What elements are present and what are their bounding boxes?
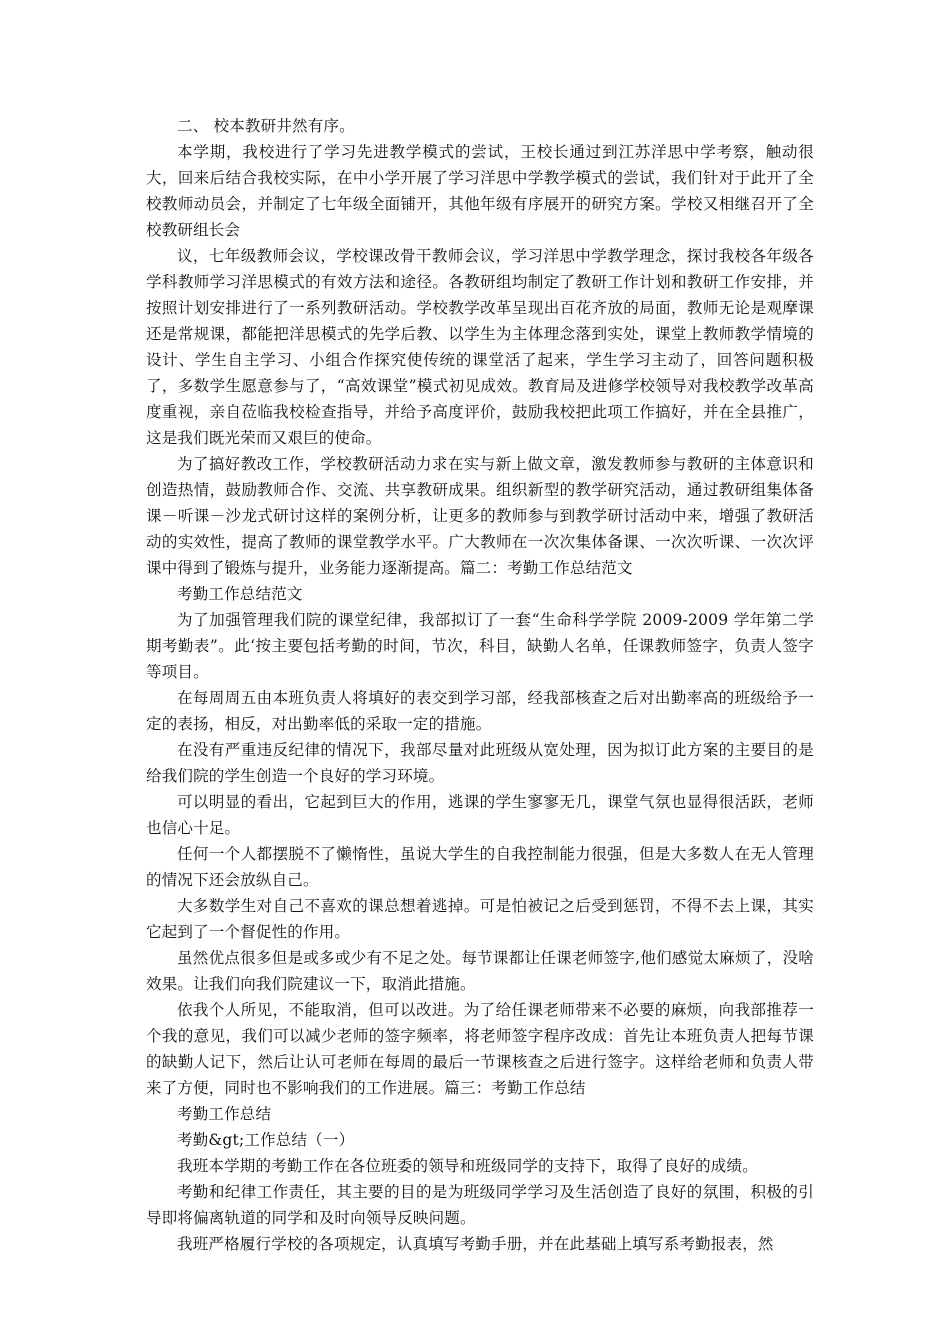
document-body — [146, 113, 814, 1257]
paragraph: 任何一个人都摆脱不了懒惰性，虽说大学生的自我控制能力很强，但是大多数人在无人管理的情况下还会放纵自己。 — [146, 845, 814, 889]
section-heading: 考勤工作总结 — [177, 1105, 272, 1123]
paragraph: 我班严格履行学校的各项规定，认真填写考勤手册，并在此基础上填写系考勤报表，然 — [177, 1235, 774, 1253]
paragraph: 议，七年级教师会议，学校课改骨干教师会议，学习洋思中学教学理念，探讨我校各年级各学科教师学习洋思模式的有效方法和途径。各教研组均制定了教研工作计划和教研工作安排，并按照计划安排进行了一系列教研活动。学校教学改革呈现出百花齐放的局面，教师无论是观摩课还是常规课，都能把洋思模式的先学后教、以学生为主体理念落到实处，课堂上教师教学情境的设计、学生自主学习、小组合作探究使传统的课堂活了起来，学生学习主动了，回答问题积极了，多数学生愿意参与了，“高效课堂”模式初见成效。教育局及进修学校领导对我校教学改革高度重视，亲自莅临我校检查指导，并给予高度评价，鼓励我校把此项工作搞好，并在全县推广，这是我们既光荣而又艰巨的使命。 — [146, 247, 814, 447]
paragraph: 我班本学期的考勤工作在各位班委的领导和班级同学的支持下，取得了良好的成绩。 — [177, 1157, 758, 1175]
paragraph: 为了加强管理我们院的课堂纪律，我部拟订了一套“生命科学学院 2009-2009 学年第二学期考勤表”。此‘按主要包括考勤的时间，节次，科目，缺勤人名单，任课教师签字，负责人签字等项目。 — [146, 611, 814, 681]
paragraph: 考勤和纪律工作责任，其主要的目的是为班级同学学习及生活创造了良好的氛围，积极的引导即将偏离轨道的同学和及时向领导反映问题。 — [146, 1183, 814, 1227]
section-heading: 考勤工作总结范文 — [177, 585, 303, 603]
paragraph: 大多数学生对自己不喜欢的课总想着逃掉。可是怕被记之后受到惩罚，不得不去上课，其实它起到了一个督促性的作用。 — [146, 897, 814, 941]
paragraph: 依我个人所见，不能取消，但可以改进。为了给任课老师带来不必要的麻烦，向我部推荐一个我的意见，我们可以减少老师的签字频率，将老师签字程序改成：首先让本班负责人把每节课的缺勤人记下，然后让认可老师在每周的最后一节课核查之后进行签字。这样给老师和负责人带来了方便，同时也不影响我们的工作进展。篇三：考勤工作总结 — [146, 1001, 814, 1097]
paragraph: 可以明显的看出，它起到巨大的作用，逃课的学生寥寥无几，课堂气氛也显得很活跃，老师也信心十足。 — [146, 793, 814, 837]
section-heading: 考勤&gt;工作总结（一） — [177, 1131, 355, 1149]
paragraph: 为了搞好教改工作，学校教研活动力求在实与新上做文章，激发教师参与教研的主体意识和创造热情，鼓励教师合作、交流、共享教研成果。组织新型的教学研究活动，通过教研组集体备课－听课－沙龙式研讨这样的案例分析，让更多的教师参与到教学研讨活动中来，增强了教研活动的实效性，提高了教师的课堂教学水平。广大教师在一次次集体备课、一次次听课、一次次评课中得到了锻炼与提升，业务能力逐渐提高。篇二：考勤工作总结范文 — [146, 455, 814, 577]
paragraph: 虽然优点很多但是或多或少有不足之处。每节课都让任课老师签字,他们感觉太麻烦了，没啥效果。让我们向我们院建议一下，取消此措施。 — [146, 949, 814, 993]
paragraph: 本学期，我校进行了学习先进教学模式的尝试，王校长通过到江苏洋思中学考察，触动很大，回来后结合我校实际，在中小学开展了学习洋思中学教学模式的尝试，我们针对于此开了全校教师动员会，并制定了七年级全面铺开，其他年级有序展开的研究方案。学校又相继召开了全校教研组长会 — [146, 143, 814, 239]
section-heading: 二、 校本教研井然有序。 — [177, 117, 355, 135]
paragraph: 在每周周五由本班负责人将填好的表交到学习部，经我部核查之后对出勤率高的班级给予一定的表扬，相反，对出勤率低的采取一定的措施。 — [146, 689, 814, 733]
paragraph: 在没有严重违反纪律的情况下，我部尽量对此班级从宽处理，因为拟订此方案的主要目的是给我们院的学生创造一个良好的学习环境。 — [146, 741, 814, 785]
